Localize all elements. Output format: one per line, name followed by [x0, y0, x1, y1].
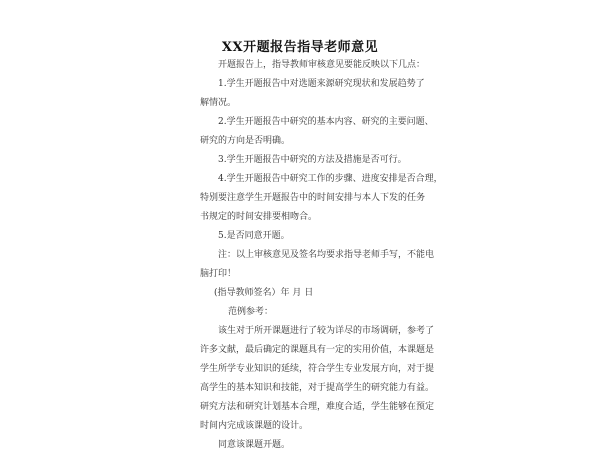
signature-line: (指导教师签名）年 月 日 — [214, 288, 314, 298]
point-5-line: 5.是否同意开题。 — [218, 231, 290, 241]
point-1-continued: 解情况。 — [200, 98, 237, 108]
point-4-continued-2: 书规定的时间安排要相吻合。 — [200, 212, 318, 222]
point-2-continued: 研究的方向是否明确。 — [200, 136, 291, 146]
example-line-4: 高学生的基本知识和技能，对于提高学生的研究能力有益。 — [200, 383, 435, 393]
document-title: XX开题报告指导老师意见 — [221, 40, 379, 55]
approval-line: 同意该课题开题。 — [218, 440, 291, 450]
example-line-2: 许多文献，最后确定的课题具有一定的实用价值，本课题是 — [200, 345, 435, 355]
document-body — [200, 56, 443, 455]
point-4-line: 4.学生开题报告中研究工作的步骤、进度安排是否合理， — [218, 174, 443, 184]
intro-line: 开题报告上，指导教师审核意见要能反映以下几点： — [218, 60, 426, 70]
point-2-line: 2.学生开题报告中研究的基本内容、研究的主要问题、 — [218, 117, 434, 127]
note-line: 注：以上审核意见及签名均要求指导老师手写，不能电 — [218, 250, 435, 260]
example-line-3: 学生所学专业知识的延续，符合学生专业发展方向，对于提 — [200, 364, 435, 374]
point-3-line: 3.学生开题报告中研究的方法及措施是否可行。 — [218, 155, 407, 165]
example-line-1: 该生对于所开课题进行了较为详尽的市场调研，参考了 — [218, 326, 435, 336]
note-continued: 脑打印！ — [200, 269, 237, 279]
point-4-continued: 特别要注意学生开题报告中的时间安排与本人下发的任务 — [200, 193, 426, 203]
example-line-5: 研究方法和研究计划基本合理，难度合适，学生能够在预定 — [200, 402, 435, 412]
example-heading: 范例参考： — [228, 307, 274, 317]
example-line-6: 时间内完成该课题的设计。 — [200, 421, 309, 431]
point-1-line: 1.学生开题报告中对选题来源研究现状和发展趋势了 — [218, 79, 425, 89]
